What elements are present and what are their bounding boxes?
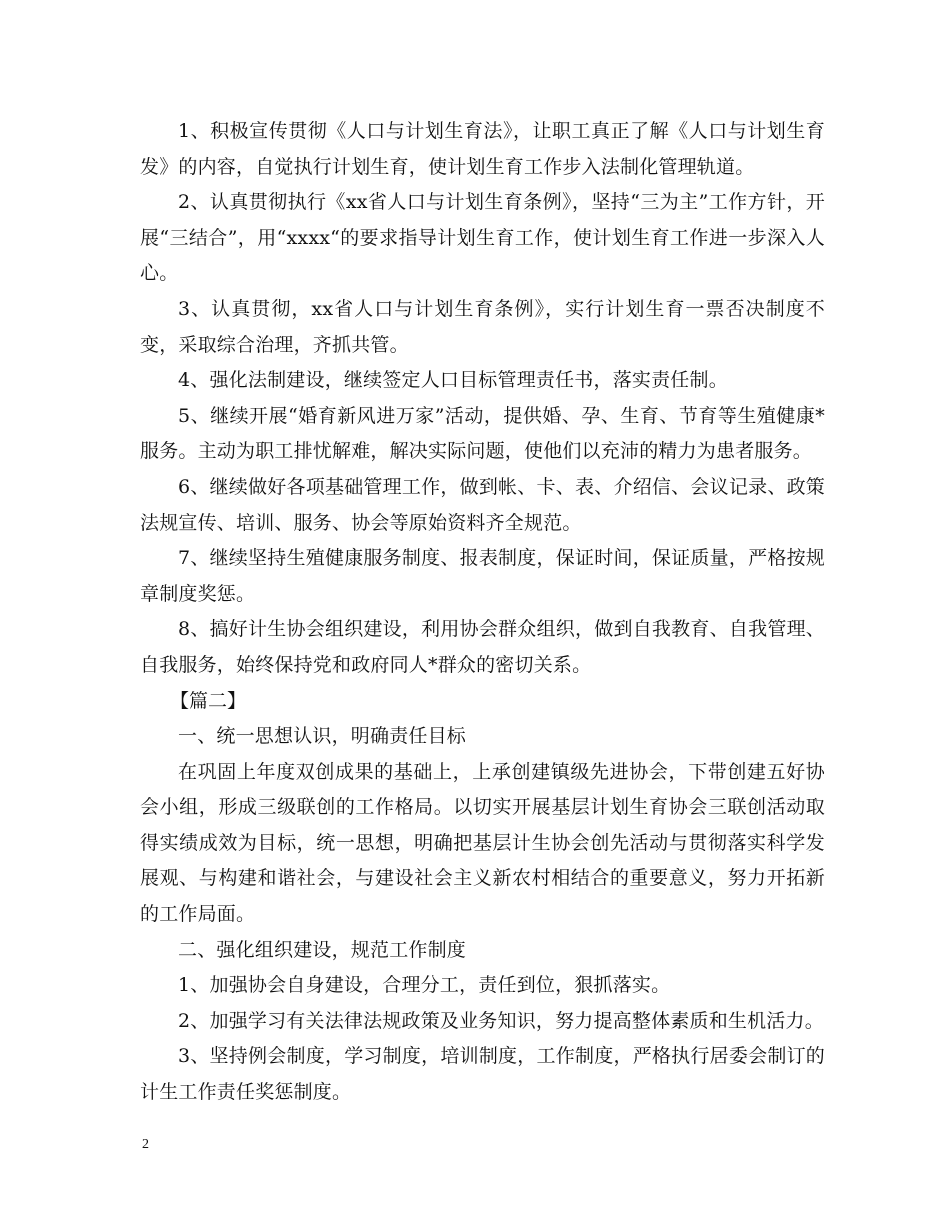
paragraph-item-8: 8、搞好计生协会组织建设，利用协会群众组织，做到自我教育、自我管理、自我服务，始终保持党和政府同人*群众的密切关系。 — [140, 618, 825, 676]
section-paragraph-2: 1、加强协会自身建设，合理分工，责任到位，狠抓落实。 — [178, 974, 671, 997]
document-body — [140, 114, 825, 1111]
paragraph-item-2: 2、认真贯彻执行《xx省人口与计划生育条例》，坚持“三为主”工作方针，开展“三结合”，用“xxxx“的要求指导计划生育工作，使计划生育工作进一步深入人心。 — [140, 191, 825, 285]
paragraph-item-6: 6、继续做好各项基础管理工作，做到帐、卡、表、介绍信、会议记录、政策法规宣传、培训、服务、协会等原始资料齐全规范。 — [140, 475, 825, 534]
section-subheading-2: 二、强化组织建设，规范工作制度 — [178, 938, 467, 961]
section-paragraph-1: 在巩固上年度双创成果的基础上，上承创建镇级先进协会，下带创建五好协会小组，形成三级联创的工作格局。以切实开展基层计划生育协会三联创活动取得实绩成效为目标，统一思想，明确把基层计生协会创先活动与贯彻落实科学发展观、与构建和谐社会，与建设社会主义新农村相结合的重要意义，努力开拓新的工作局面。 — [140, 760, 825, 926]
section-paragraph-3: 2、加强学习有关法律法规政策及业务知识，努力提高整体素质和生机活力。 — [178, 1009, 824, 1032]
paragraph-item-4: 4、强化法制建设，继续签定人口目标管理责任书，落实责任制。 — [178, 369, 728, 392]
section-paragraph-4: 3、坚持例会制度，学习制度，培训制度，工作制度，严格执行居委会制订的计生工作责任奖惩制度。 — [140, 1045, 825, 1104]
paragraph-item-7: 7、继续坚持生殖健康服务制度、报表制度，保证时间，保证质量，严格按规章制度奖惩。 — [140, 547, 825, 605]
paragraph-item-1: 1、积极宣传贯彻《人口与计划生育法》，让职工真正了解《人口与计划生育发》的内容，自觉执行计划生育，使计划生育工作步入法制化管理轨道。 — [140, 120, 825, 178]
paragraph-item-5: 5、继续开展“婚育新风进万家”活动，提供婚、孕、生育、节育等生殖健康*服务。主动为职工排忧解难，解决实际问题，使他们以充沛的精力为患者服务。 — [140, 404, 825, 463]
section-heading: 【篇二】 — [170, 689, 247, 712]
section-subheading-1: 一、统一思想认识，明确责任目标 — [178, 725, 467, 748]
paragraph-item-3: 3、认真贯彻，xx省人口与计划生育条例》，实行计划生育一票否决制度不变，采取综合治理，齐抓共管。 — [140, 297, 825, 356]
page-number: 2 — [142, 1137, 149, 1152]
